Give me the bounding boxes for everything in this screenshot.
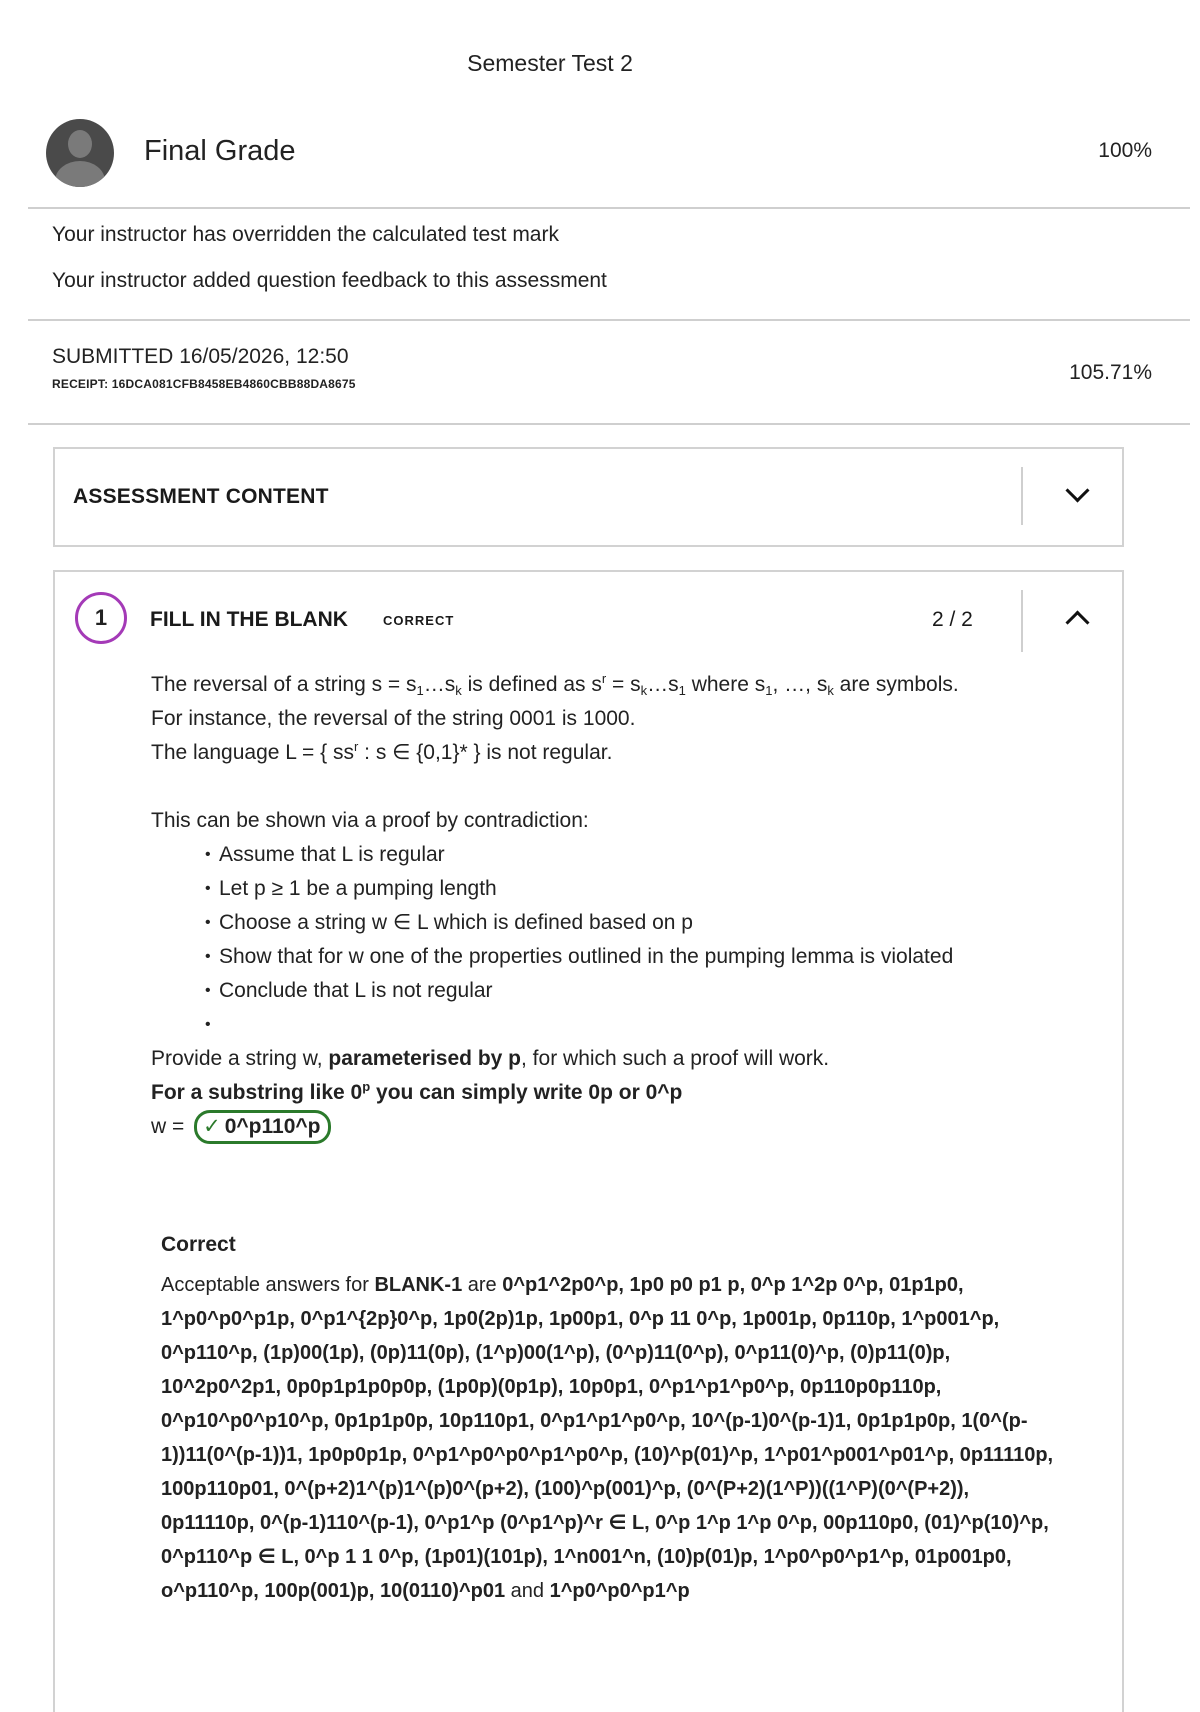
- assessment-content-title: ASSESSMENT CONTENT: [73, 485, 329, 508]
- instructor-notices: [28, 209, 1190, 321]
- notice-override: Your instructor has overridden the calculated test mark: [52, 223, 559, 246]
- list-item: • Assume that L is regular: [219, 838, 1031, 872]
- feedback-title: Correct: [161, 1233, 236, 1256]
- check-icon: ✓: [203, 1115, 221, 1138]
- submitted-datetime: 16/05/2026, 12:50: [179, 345, 349, 368]
- acceptable-answers: Acceptable answers for BLANK-1 are 0^p1^2p0^p, 1p0 p0 p1 p, 0^p 1^2p 0^p, 01p1p0, 1^p0^p0^p1p, 0^p1^{2p}0^p, 1p0(2p)1p, 1p00p1, 0^p 11 0^p, 1p001p, 0p110p, 1^p001^p, 0^p110^p, (1p)00(1p), (0p)11(0p), (1^p)00(1^p), (0^p)11(0^p), 0^p11(0)^p, (0)p11(0)p, 10^2p0^2p1, 0p0p1p1p0p0p, (1p0p)(0p1p), 10p0p1, 0^p1^p1^p0^p, 0p110p0p110p, 0^p10^p0^p10^p, 0p1p1p0p, 10p110p1, 0^p1^p1^p0^p, 10^(p-1)0^(p-1)1, 0p1p1p0p, 1(0^(p-1))11(0^(p-1))1, 1p0p0p1p, 0^p1^p0^p0^p1^p0^p, (10)^p(01)^p, 1^p01^p001^p01^p, 0p11110p, 100p110p01, 0^(p+2)1^(p)1^(p)0^(p+2), (100)^p(001)^p, (0^(P+2)(1^P))((1^P)(0^(P+2)), 0p11110p, 0^(p-1)110^(p-1), 0^p1^p (0^p1^p)^r ∈ L, 0^p 1^p 1^p 0^p, 00p110p0, (01)^p(10)^p, 0^p110^p ∈ L, 0^p 1 1 0^p, (1p01)(101p), 1^n001^n, (10)p(01)p, 1^p0^p0^p1^p, 01p001p0, o^p110^p, 100p(001)p, 10(0110)^p01 and 1^p0^p0^p1^p: [161, 1274, 1054, 1602]
- question-intro-line-1: The reversal of a string $s = s_1\dots s_k$ is defined as $s^r$ = $s_k\dots s_1$ where $s_1$, …, $s_k$ are symbols.: [151, 671, 959, 698]
- chevron-up-icon[interactable]: [1065, 610, 1089, 634]
- question-score: 2 / 2: [932, 608, 973, 631]
- proof-intro: This can be shown via a proof by contradiction:: [151, 809, 589, 832]
- submitted-label: SUBMITTED: [52, 345, 174, 368]
- question-type: FILL IN THE BLANK: [150, 608, 348, 631]
- receipt-id: RECEIPT: 16DCA081CFB8458EB4860CBB88DA8675: [52, 377, 356, 391]
- list-item: • Conclude that L is not regular: [219, 974, 1031, 1008]
- divider: [1021, 467, 1023, 525]
- answer-field: [194, 1110, 331, 1144]
- final-grade-label: Final Grade: [144, 135, 296, 167]
- answers-list: 0^p1^2p0^p, 1p0 p0 p1 p, 0^p 1^2p 0^p, 01p1p0, 1^p0^p0^p1p, 0^p1^{2p}0^p, 1p0(2p)1p, 1p00p1, 0^p 11 0^p, 1p001p, 0p110p, 1^p001^p, 0^p110^p, (1p)00(1p), (0p)11(0p), (1^p)00(1^p), (0^p)11(0^p), 0^p11(0)^p, (0)p11(0)p, 10^2p0^2p1, 0p0p1p1p0p0p, (1p0p)(0p1p), 10p0p1, 0^p1^p1^p0^p, 0p110p0p110p, 0^p10^p0^p10^p, 0p1p1p0p, 10p110p1, 0^p1^p1^p0^p, 10^(p-1)0^(p-1)1, 0p1p1p0p, 1(0^(p-1))11(0^(p-1))1, 1p0p0p1p, 0^p1^p0^p0^p1^p0^p, (10)^p(01)^p, 1^p01^p001^p01^p, 0p11110p, 100p110p01, 0^(p+2)1^(p)1^(p)0^(p+2), (100)^p(001)^p, (0^(P+2)(1^P))((1^P)(0^(P+2)), 0p11110p, 0^(p-1)110^(p-1), 0^p1^p (0^p1^p)^r ∈ L, 0^p 1^p 1^p 0^p, 00p110p0, (01)^p(10)^p, 0^p110^p ∈ L, 0^p 1 1 0^p, (1p01)(101p), 1^n001^n, (10)p(01)p, 1^p0^p0^p1^p, 01p001p0, o^p110^p, 100p(001)p, 10(0110)^p01: [161, 1274, 1054, 1602]
- question-body: [151, 668, 1031, 1144]
- question-intro-line-3: The language L = { $ss^r$ : s ∈ {0,1}* } is not regular.: [151, 739, 613, 764]
- assessment-content-panel[interactable]: [53, 447, 1124, 547]
- list-item: [219, 1008, 1031, 1042]
- w-label: w =: [151, 1115, 191, 1138]
- blank-label: BLANK-1: [374, 1274, 463, 1296]
- chevron-down-icon[interactable]: [1065, 478, 1089, 502]
- page-title: Semester Test 2: [467, 50, 633, 76]
- list-item: • Let p ≥ 1 be a pumping length: [219, 872, 1031, 906]
- final-grade-row: [28, 115, 1190, 209]
- divider: [1021, 590, 1023, 652]
- proof-steps-list: [151, 838, 1031, 1042]
- list-item: • Choose a string w ∈ L which is defined based on p: [219, 906, 1031, 940]
- question-status-badge: CORRECT: [383, 613, 455, 628]
- question-number: 1: [75, 592, 127, 644]
- avatar: [46, 119, 114, 187]
- answer-line: [151, 1110, 1031, 1144]
- question-intro-line-2: For instance, the reversal of the string 0001 is 1000.: [151, 707, 636, 730]
- feedback-section: [161, 1228, 1061, 1608]
- list-item: • Show that for w one of the properties outlined in the pumping lemma is violated: [219, 940, 1031, 974]
- submission-score: 105.71%: [1069, 361, 1152, 384]
- answer-value: 0^p110^p: [224, 1115, 321, 1138]
- submitted-line: [52, 345, 349, 369]
- submission-row: [28, 321, 1190, 425]
- notice-feedback: Your instructor added question feedback to this assessment: [52, 269, 607, 292]
- final-grade-value: 100%: [1098, 139, 1152, 162]
- provide-instruction: Provide a string w, parameterised by p, for which such a proof will work.: [151, 1047, 830, 1070]
- question-panel: [53, 570, 1124, 1712]
- substring-hint: For a substring like 0$^p$ you can simply write 0p or 0^p: [151, 1079, 683, 1104]
- answers-last: 1^p0^p0^p1^p: [549, 1580, 690, 1602]
